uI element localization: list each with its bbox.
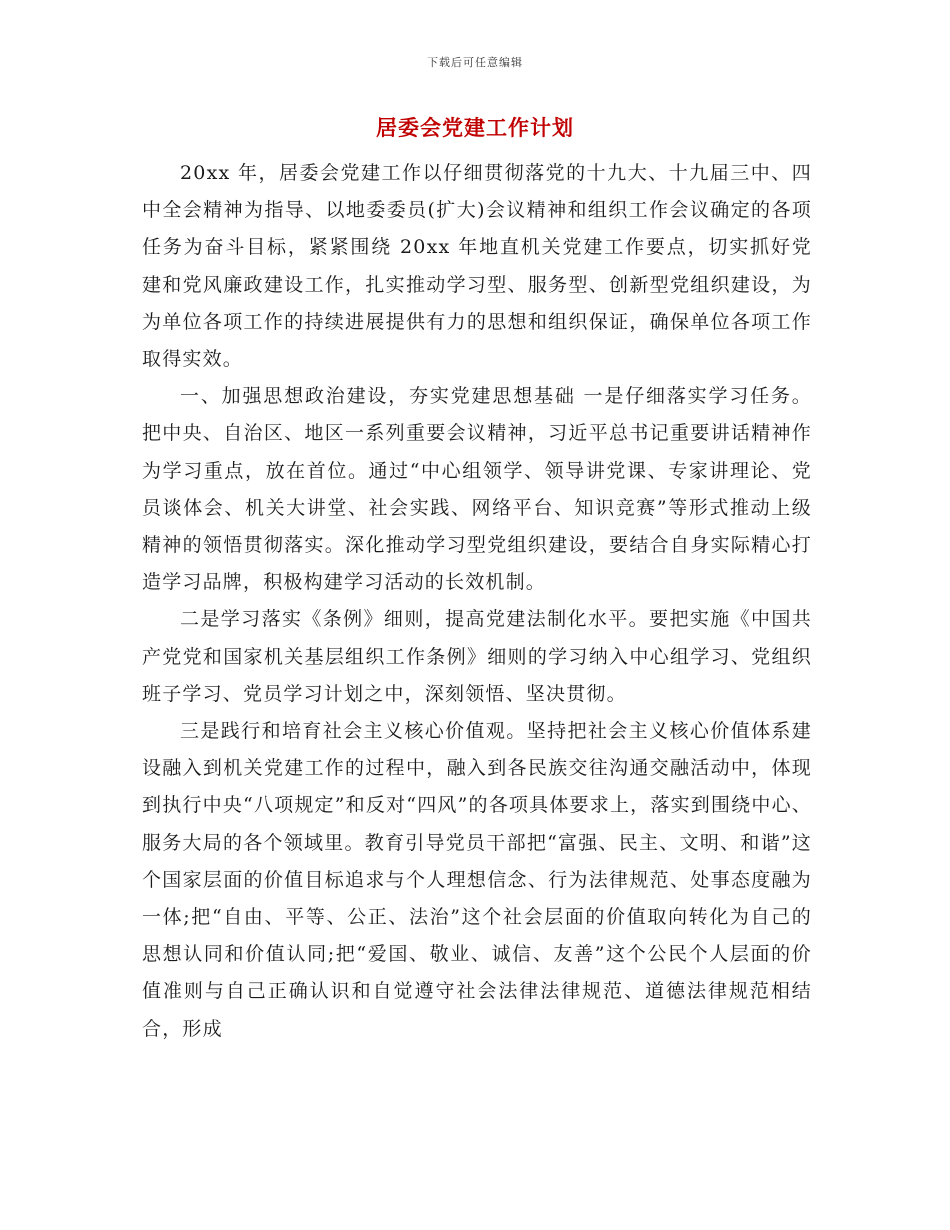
- paragraph-item-three: 三是践行和培育社会主义核心价值观。坚持把社会主义核心价值体系建设融入到机关党建工作的过程中，融入到各民族交往沟通交融活动中，体现到执行中央“八项规定”和反对“四风”的各项具体要求上，落实到围绕中心、服务大局的各个领域里。教育引导党员干部把“富强、民主、文明、和谐”这个国家层面的价值目标追求与个人理想信念、行为法律规范、处事态度融为一体;把“自由、平等、公正、法治”这个社会层面的价值取向转化为自己的思想认同和价值认同;把“爱国、敬业、诚信、友善”这个公民个人层面的价值准则与自己正确认识和自觉遵守社会法律法律规范、道德法律规范相结合，形成: [142, 720, 812, 1040]
- paragraph-item-two: 二是学习落实《条例》细则，提高党建法制化水平。要把实施《中国共产党党和国家机关基层组织工作条例》细则的学习纳入中心组学习、党组织班子学习、党员学习计划之中，深刻领悟、坚决贯彻。: [142, 608, 812, 705]
- paragraph-intro: 20xx 年，居委会党建工作以仔细贯彻落党的十九大、十九届三中、四中全会精神为指导、以地委委员(扩大)会议精神和组织工作会议确定的各项任务为奋斗目标，紧紧围绕 20xx 年地直机关党建工作要点，切实抓好党建和党风廉政建设工作，扎实推动学习型、服务型、创新型党组织建设，为为单位各项工作的持续进展提供有力的思想和组织保证，确保单位各项工作取得实效。: [142, 162, 812, 371]
- paragraph-section-one: 一、加强思想政治建设，夯实党建思想基础 一是仔细落实学习任务。把中央、自治区、地区一系列重要会议精神，习近平总书记重要讲话精神作为学习重点，放在首位。通过“中心组领学、领导讲党课、专家讲理论、党员谈体会、机关大讲堂、社会实践、网络平台、知识竞赛”等形式推动上级精神的领悟贯彻落实。深化推动学习型党组织建设，要结合自身实际精心打造学习品牌，积极构建学习活动的长效机制。: [142, 385, 812, 594]
- page-header-note: 下载后可任意编辑: [427, 56, 523, 69]
- document-title: 居委会党建工作计划: [376, 115, 574, 140]
- document-body: [142, 155, 812, 1048]
